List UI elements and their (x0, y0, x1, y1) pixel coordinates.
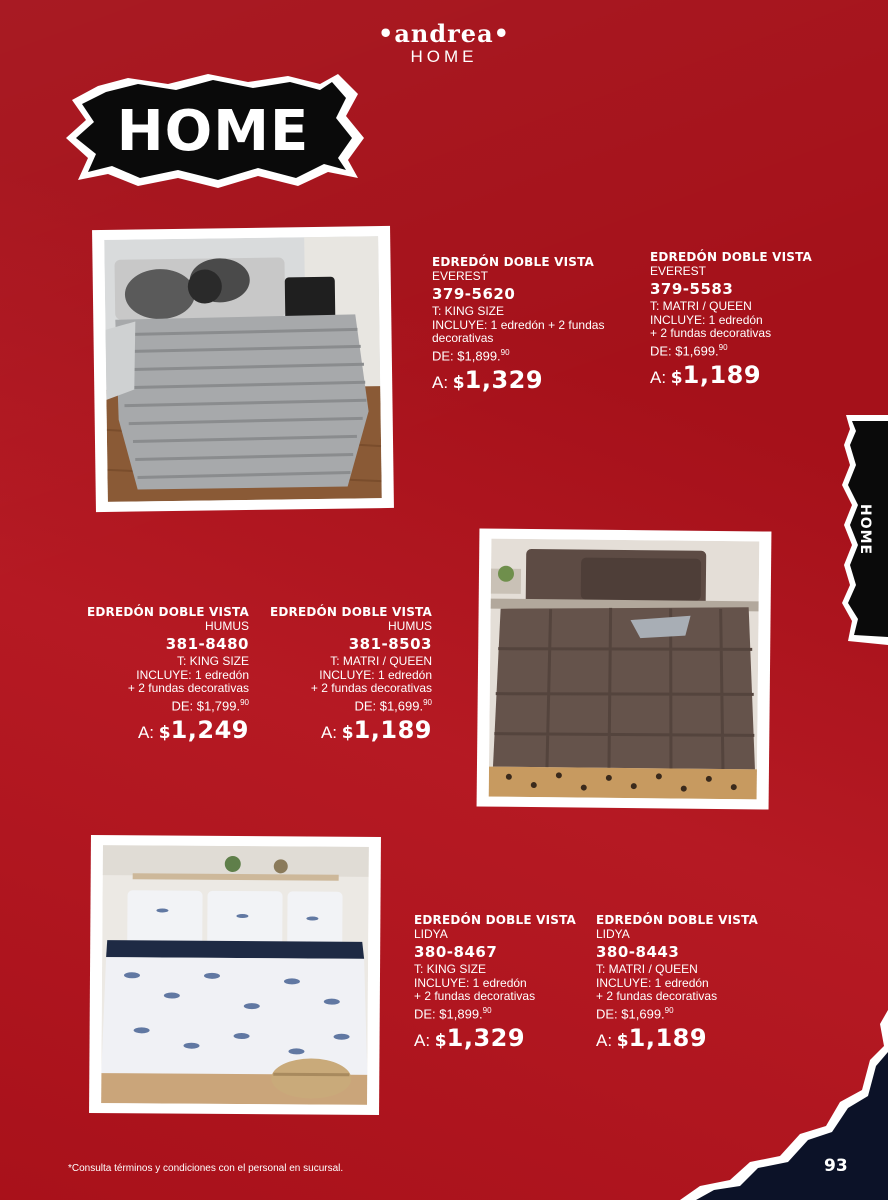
product-size: T: KING SIZE (414, 961, 487, 976)
product-title: EDREDÓN DOBLE VISTA (650, 250, 813, 264)
product-price-new: A: $1,189 (650, 360, 762, 389)
product-size: T: KING SIZE (432, 303, 505, 318)
side-tab-label: HOME (857, 504, 873, 556)
product-price-new: A: $1,189 (596, 1023, 708, 1052)
banner-title: HOME (116, 98, 310, 164)
brand-name: •andrea• (378, 19, 510, 48)
product-includes: INCLUYE: 1 edredón (414, 975, 527, 990)
product-price-new: A: $1,249 (137, 715, 249, 744)
product-381-8480 (60, 606, 249, 744)
product-381-8503 (246, 606, 432, 744)
product-title: EDREDÓN DOBLE VISTA (432, 255, 595, 269)
gray-comforter-image (104, 236, 382, 502)
product-379-5583 (650, 251, 840, 389)
product-includes-extra: + 2 fundas decorativas (650, 326, 772, 341)
product-includes: INCLUYE: 1 edredón (136, 667, 249, 682)
product-title: EDREDÓN DOBLE VISTA (596, 913, 759, 927)
product-sku: 381-8480 (165, 634, 249, 653)
product-sku: 380-8467 (414, 942, 498, 961)
product-line: HUMUS (205, 618, 249, 633)
product-size: T: MATRI / QUEEN (330, 653, 432, 668)
footnote: *Consulta términos y condiciones con el personal en sucursal. (68, 1163, 344, 1174)
product-includes: INCLUYE: 1 edredón (319, 667, 432, 682)
torn-corner-decoration (640, 1010, 888, 1200)
product-size: T: MATRI / QUEEN (650, 298, 752, 313)
product-includes: INCLUYE: 1 edredón (650, 312, 763, 327)
product-includes-extra: + 2 fundas decorativas (310, 681, 432, 696)
product-title: EDREDÓN DOBLE VISTA (414, 913, 577, 927)
brand-subtitle: HOME (410, 47, 478, 66)
product-includes-extra: + 2 fundas decorativas (127, 681, 249, 696)
section-banner (58, 68, 378, 194)
product-price-old: DE: $1,799.90 (171, 698, 249, 714)
product-size: T: MATRI / QUEEN (596, 961, 698, 976)
product-sku: 379-5583 (650, 279, 734, 298)
product-line: HUMUS (388, 618, 432, 633)
product-379-5620 (432, 256, 622, 394)
product-price-old: DE: $1,699.90 (596, 1006, 674, 1022)
product-includes-extra: + 2 fundas decorativas (414, 989, 536, 1004)
product-sku: 379-5620 (432, 284, 516, 303)
product-photo-lidya (89, 835, 381, 1115)
product-sku: 380-8443 (596, 942, 680, 961)
product-includes: INCLUYE: 1 edredón + 2 fundas decorativas (432, 317, 605, 346)
product-line: EVEREST (650, 263, 707, 278)
product-price-old: DE: $1,699.90 (354, 698, 432, 714)
product-price-old: DE: $1,699.90 (650, 343, 728, 359)
brown-comforter-image (489, 539, 760, 800)
brand-logo (0, 19, 888, 66)
product-sku: 381-8503 (348, 634, 432, 653)
product-price-new: A: $1,189 (320, 715, 432, 744)
product-price-new: A: $1,329 (414, 1023, 526, 1052)
product-line: EVEREST (432, 268, 489, 283)
product-line: LIDYA (596, 926, 630, 941)
product-price-old: DE: $1,899.90 (414, 1006, 492, 1022)
product-includes-extra: + 2 fundas decorativas (596, 989, 718, 1004)
product-size: T: KING SIZE (176, 653, 249, 668)
product-photo-everest (92, 226, 394, 512)
floral-comforter-image (101, 845, 369, 1105)
product-photo-humus (477, 528, 772, 809)
product-price-old: DE: $1,899.90 (432, 348, 510, 364)
product-title: EDREDÓN DOBLE VISTA (269, 605, 432, 619)
product-line: LIDYA (414, 926, 448, 941)
product-price-new: A: $1,329 (432, 365, 544, 394)
product-includes: INCLUYE: 1 edredón (596, 975, 709, 990)
section-side-tab (838, 415, 888, 645)
product-title: EDREDÓN DOBLE VISTA (86, 605, 249, 619)
page-number: 93 (824, 1156, 848, 1176)
product-380-8467 (414, 914, 594, 1052)
